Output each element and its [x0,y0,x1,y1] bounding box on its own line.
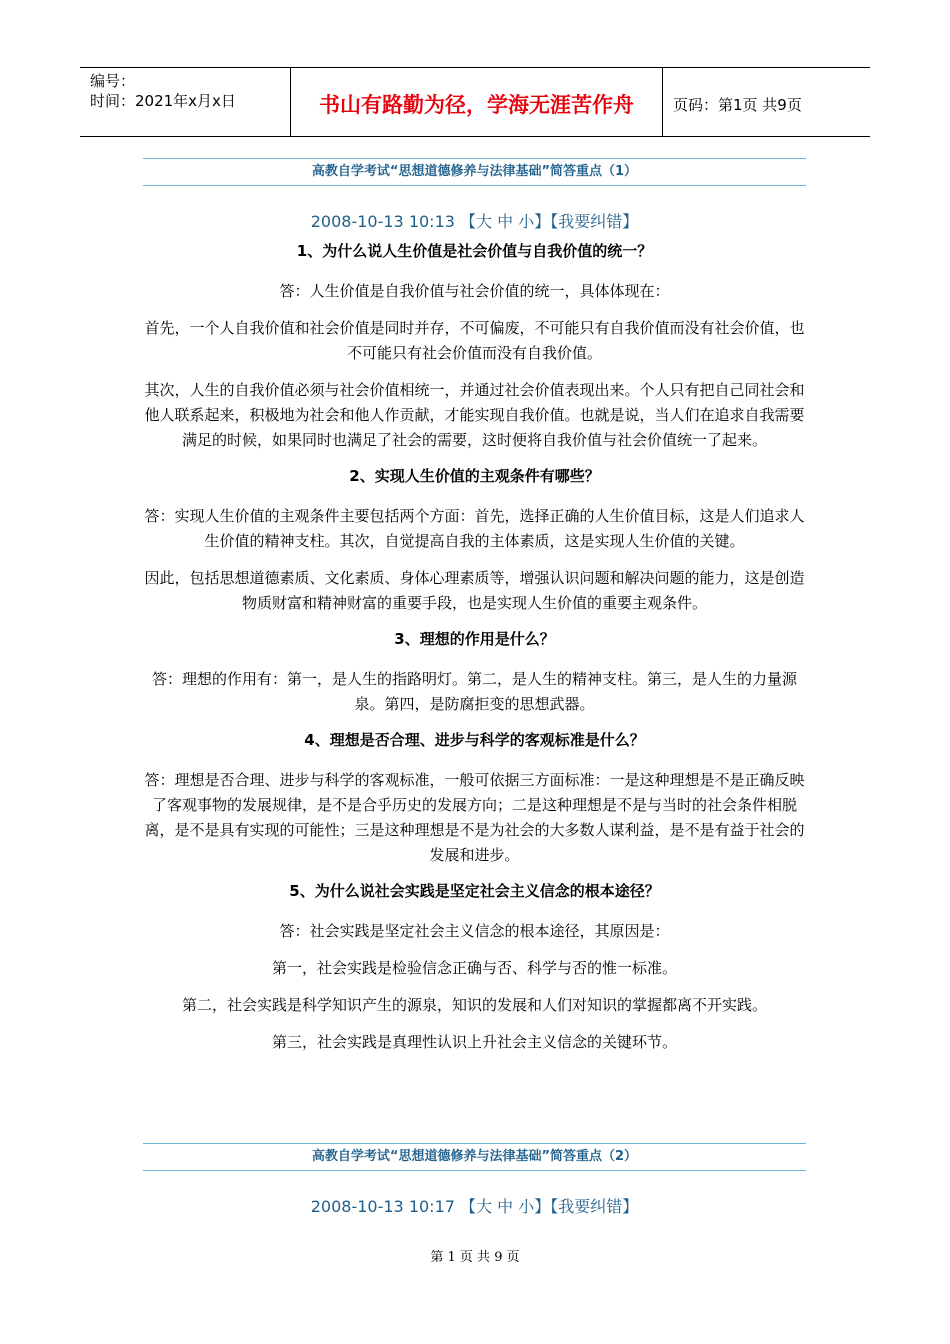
answer-paragraph: 第三，社会实践是真理性认识上升社会主义信念的关键环节。 [271,1033,677,1051]
answer-paragraph: 因此，包括思想道德素质、文化素质、身体心理素质等，增强认识问题和解决问题的能力，这是创造物质财富和精神财富的重要手段，也是实现人生价值的重要主观条件。 [144,569,805,612]
section-1-title: 高教自学考试“思想道德修养与法律基础”简答重点（1） [143,158,806,186]
header-left-cell [80,68,291,136]
question-5: 5、为什么说社会实践是坚定社会主义信念的根本途径？ [289,882,660,900]
motto: 书山有路勤为径，学海无涯苦作舟 [291,68,663,136]
question-4: 4、理想是否合理、进步与科学的客观标准是什么？ [304,731,645,749]
page-footer: 第 1 页 共 9 页 [430,1250,520,1265]
report-error-link[interactable]: 【我要纠错】 [550,1197,639,1216]
section-1-meta [143,209,806,232]
answer-paragraph: 首先，一个人自我价值和社会价值是同时并存，不可偏废，不可能只有自我价值而没有社会价值，也不可能只有社会价值而没有自我价值。 [144,319,805,362]
time-label: 时间：2021年x月x日 [90,92,236,110]
answer-paragraph: 答：人生价值是自我价值与社会价值的统一，具体体现在： [279,282,670,300]
number-label: 编号： [90,72,136,90]
answer-paragraph: 其次，人生的自我价值必须与社会价值相统一，并通过社会价值表现出来。个人只有把自己同社会和他人联系起来，积极地为社会和他人作贡献，才能实现自我价值。也就是说，当人们在追求自我需要满足的时候，如果同时也满足了社会的需要，这时便将自我价值与社会价值统一了起来。 [144,381,805,449]
answer-paragraph: 答：理想是否合理、进步与科学的客观标准，一般可依据三方面标准：一是这种理想是不是正确反映了客观事物的发展规律，是不是合乎历史的发展方向；二是这种理想是不是与当时的社会条件相脱离，是不是具有实现的可能性；三是这种理想是不是为社会的大多数人谋利益，是不是有益于社会的发展和进步。 [144,771,805,864]
answer-paragraph: 第一，社会实践是检验信念正确与否、科学与否的惟一标准。 [271,959,677,977]
article-body [143,240,806,1067]
question-2: 2、实现人生价值的主观条件有哪些？ [349,467,600,485]
font-size-links[interactable]: 【大 中 小】 [460,1197,551,1216]
question-1: 1、为什么说人生价值是社会价值与自我价值的统一？ [296,242,653,260]
report-error-link[interactable]: 【我要纠错】 [550,212,639,231]
page-info: 页码：第1页 共9页 [673,96,802,114]
section-1-datetime: 2008-10-13 10:13 [310,212,455,231]
answer-paragraph: 答：社会实践是坚定社会主义信念的根本途径，其原因是： [279,922,670,940]
answer-paragraph: 第二，社会实践是科学知识产生的源泉，知识的发展和人们对知识的掌握都离不开实践。 [181,996,767,1014]
answer-paragraph: 答：实现人生价值的主观条件主要包括两个方面：首先，选择正确的人生价值目标，这是人们追求人生价值的精神支柱。其次，自觉提高自我的主体素质，这是实现人生价值的关键。 [144,507,805,550]
section-2-title: 高教自学考试“思想道德修养与法律基础”简答重点（2） [143,1143,806,1171]
page-header [80,67,870,137]
section-2-datetime: 2008-10-13 10:17 [310,1197,455,1216]
font-size-links[interactable]: 【大 中 小】 [460,212,551,231]
answer-paragraph: 答：理想的作用有：第一，是人生的指路明灯。第二，是人生的精神支柱。第三，是人生的力量源泉。第四，是防腐拒变的思想武器。 [151,670,797,713]
question-3: 3、理想的作用是什么？ [394,630,555,648]
section-2-meta [143,1194,806,1217]
